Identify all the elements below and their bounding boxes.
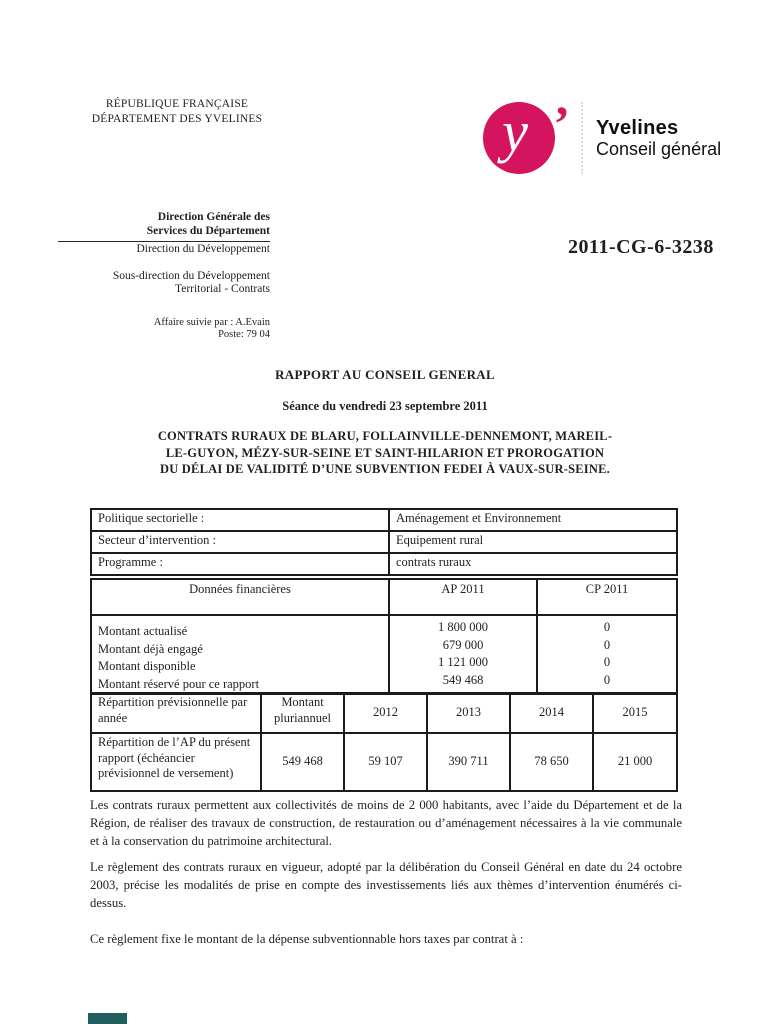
finance-ap-value: 1 121 000 <box>438 655 488 669</box>
schedule-row-label: Répartition de l’AP du présent rapport (échéancier prévisionnel de versement) <box>91 733 261 791</box>
reference-number: 2011-CG-6-3238 <box>568 236 714 258</box>
finance-ap-values <box>396 619 530 689</box>
finance-cp-values <box>544 619 670 689</box>
finance-header-label: Données financières <box>91 579 389 615</box>
program-label: Programme : <box>91 553 389 575</box>
finance-label: Montant réservé pour ce rapport <box>98 676 260 691</box>
schedule-col-2012: 2012 <box>344 693 427 733</box>
schedule-value-2013: 390 711 <box>427 733 510 791</box>
table-row <box>91 509 677 531</box>
schedule-header-label: Répartition prévisionnelle par année <box>91 693 261 733</box>
schedule-value-2014: 78 650 <box>510 733 593 791</box>
yearly-breakdown-table <box>90 692 678 792</box>
table-row <box>91 553 677 575</box>
sender-contact: Affaire suivie par : A.Evain <box>153 316 270 328</box>
schedule-value-2015: 21 000 <box>593 733 677 791</box>
table-body-row <box>91 733 677 791</box>
bottom-left-marker <box>88 1013 127 1024</box>
body-paragraph-1: Les contrats ruraux permettent aux collectivités de moins de 2 000 habitants, avec l’aide du Département et de la Région, de réaliser des travaux de construction, de restauration ou d’aménagement nécessaires à la vie communale et à la conservation du patrimoine architectural. <box>90 798 682 849</box>
department-line: DÉPARTEMENT DES YVELINES <box>91 113 263 125</box>
schedule-col-multiyear: Montant pluriannuel <box>261 693 344 733</box>
finance-ap-value: 549 468 <box>442 672 484 687</box>
table-header-row <box>91 693 677 733</box>
logo-wordmark <box>596 117 721 159</box>
yvelines-y-icon <box>483 94 570 174</box>
finance-header-cp: CP 2011 <box>537 579 677 615</box>
sender-dept-line2: Services du Département <box>146 224 270 237</box>
policy-value: Aménagement et Environnement <box>389 509 677 531</box>
finance-cp-value: 0 <box>603 655 611 669</box>
subject-line-1: CONTRATS RURAUX DE BLARU, FOLLAINVILLE-DENNEMONT, MAREIL- <box>157 429 613 443</box>
table-body-row <box>91 615 677 694</box>
subject-line-3: DU DÉLAI DE VALIDITÉ D’UNE SUBVENTION FEDEI À VAUX-SUR-SEINE. <box>160 462 610 476</box>
logo-y-glyph: y <box>502 98 528 164</box>
sender-subdirection-line1: Sous-direction du Développement <box>112 269 270 282</box>
finance-ap-value: 1 800 000 <box>438 620 488 634</box>
finance-cp-value: 0 <box>603 620 611 634</box>
session-date: Séance du vendredi 23 septembre 2011 <box>282 399 488 413</box>
body-paragraph-3: Ce règlement fixe le montant de la dépense subventionnable hors taxes par contrat à : <box>90 932 524 946</box>
schedule-col-2013: 2013 <box>427 693 510 733</box>
republic-header <box>78 97 276 127</box>
logo-name: Yvelines <box>596 116 679 139</box>
logo-subtitle: Conseil général <box>596 138 722 159</box>
financial-data-table <box>90 578 678 695</box>
finance-label: Montant disponible <box>98 659 196 673</box>
finance-ap-value: 679 000 <box>442 637 484 652</box>
sender-block <box>58 211 270 342</box>
schedule-col-2014: 2014 <box>510 693 593 733</box>
sender-direction: Direction du Développement <box>136 243 270 255</box>
finance-labels <box>98 623 382 693</box>
policy-label: Politique sectorielle : <box>91 509 389 531</box>
sender-phone: Poste: 79 04 <box>218 329 270 340</box>
report-subject <box>0 428 770 478</box>
sender-subdirection-line2: Territorial - Contrats <box>175 283 270 295</box>
table-header-row <box>91 579 677 615</box>
schedule-value-multiyear: 549 468 <box>261 733 344 791</box>
sector-label: Secteur d’intervention : <box>91 531 389 553</box>
logo-apostrophe: ’ <box>553 94 570 151</box>
program-value: contrats ruraux <box>389 553 677 575</box>
yvelines-logo <box>483 94 722 175</box>
sender-divider <box>58 241 270 242</box>
finance-label: Montant déjà engagé <box>98 641 203 656</box>
report-title: RAPPORT AU CONSEIL GENERAL <box>275 367 495 382</box>
sender-dept-line1: Direction Générale des <box>157 211 270 223</box>
finance-label: Montant actualisé <box>98 624 188 638</box>
schedule-col-2015: 2015 <box>593 693 677 733</box>
finance-cp-value: 0 <box>603 637 611 652</box>
logo-divider <box>581 102 583 174</box>
schedule-value-2012: 59 107 <box>344 733 427 791</box>
republic-line: RÉPUBLIQUE FRANÇAISE <box>105 98 249 110</box>
subject-line-2: LE-GUYON, MÉZY-SUR-SEINE ET SAINT-HILARION ET PROROGATION <box>165 445 605 460</box>
finance-header-ap: AP 2011 <box>389 579 537 615</box>
table-row <box>91 531 677 553</box>
sector-value: Equipement rural <box>389 531 677 553</box>
body-paragraph-2: Le règlement des contrats ruraux en vigueur, adopté par la délibération du Conseil Général en date du 24 octobre 2003, précise les modalités de prise en compte des investissements liés aux thèmes d’intervention énumérés ci-dessus. <box>90 860 682 911</box>
policy-info-table <box>90 508 678 576</box>
finance-cp-value: 0 <box>603 672 611 687</box>
